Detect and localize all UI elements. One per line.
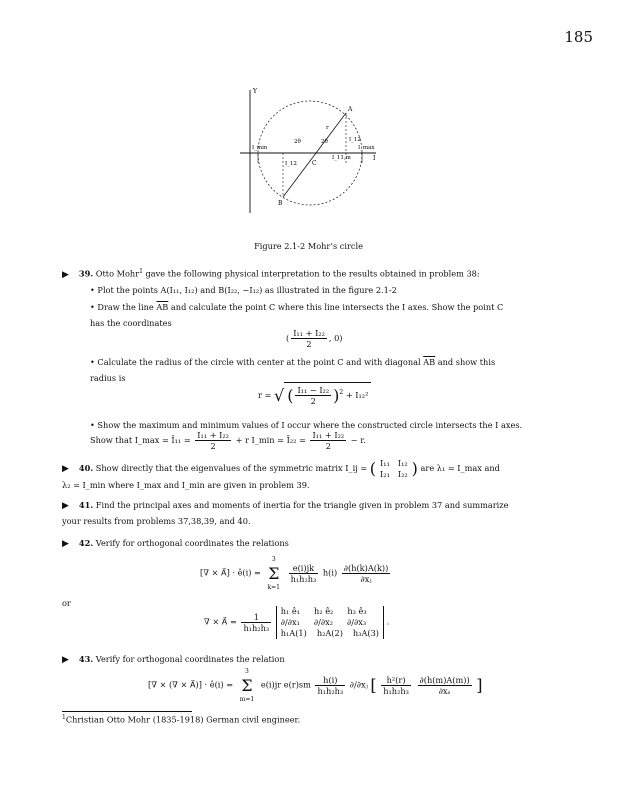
bullet-radius: • Calculate the radius of the circle with center at the point C and with diagonal $\overline{AB}$ and show this (90, 357, 496, 367)
intro-rest: gave the following physical interpretation to the results obtained in problem 38: (142, 268, 480, 279)
triangle-marker-icon: ▶ (62, 464, 69, 475)
point-b-label: B (278, 200, 283, 207)
footnote: $^1$Christian Otto Mohr (1835-1918) German civil engineer. (62, 714, 301, 725)
double-curl-equation: [∇ × (∇ × A⃗)] · ê(i) = 3 Σ m=1 e(i)jr e(r)sm $\frac{h(i)}{\text{h₁h₂h₃}}$ ∂/∂xⱼ [ $\frac{\text{h²(r)}}{\text{h₁h₂h₃}}$ $\frac{\partial(h(m)A(m))}{\text{∂xₛ}}$ ] (148, 668, 483, 703)
i12-top-label: I_12 (349, 137, 361, 143)
triangle-marker-icon: ▶ (62, 655, 69, 665)
i-axis-label: I (373, 155, 376, 162)
i12-bottom-label: I_12 (285, 161, 297, 167)
max-min-equation: Show that I_max = Ī₁₁ = $\frac{\text{I₁₁ + I₂₂}}{2}$ + r I_min = Ī₂₂ = $\frac{\text{I₁₁ + I₂₂}}{2}$ − r. (90, 430, 366, 452)
r-label: r (326, 125, 329, 131)
page-number: 185 (564, 28, 593, 46)
triangle-marker-icon: ▶ (62, 539, 69, 549)
curl-component-equation: [∇ × A⃗] · ê(i) = 3 Σ k=1 $\frac{e(i)jk}{\text{h₁h₂h₃}}$ h(i) $\frac{\partial(h(k)A(k))}{\text{∂xⱼ}}$ (200, 556, 389, 591)
intro-text: Otto Mohr (95, 268, 140, 279)
bullet-plot-points: • Plot the points A(I₁₁, I₁₂) and B(I₂₂, −I₁₂) as illustrated in the figure 2.1-2 (90, 285, 397, 295)
problem-40-line2: λ₂ = I_min where I_max and I_min are given in problem 39. (62, 480, 310, 490)
problem-39-intro (62, 268, 480, 281)
two-theta-right: 2θ (321, 139, 328, 145)
triangle-marker-icon: ▶ (62, 501, 69, 511)
radius-equation: r = √ ( $\frac{\text{I₁₁ − I₂₂}}{2}$ )$^2$ + I₁₂² (258, 382, 371, 407)
imax-label: I_max (358, 145, 375, 151)
i11m-label: I_11,m (332, 155, 351, 161)
imin-label: I_min (252, 145, 268, 151)
mohr-circle-diagram (228, 85, 398, 215)
curl-determinant-equation: ∇ × A⃗ = $\frac{1}{\text{h₁h₂h₃}}$ h₁ ê₁ h₂ ê₂ h₃ ê₃ ∂/∂x₁ ∂/∂x₂ ∂/∂x₃ h₁A(1) h₂A(2) h₃A(3) . (204, 606, 390, 639)
point-a-label: A (348, 106, 353, 113)
footnote-rule (62, 711, 192, 712)
sqrt-symbol: √ (274, 385, 285, 405)
point-c-label: C (312, 160, 317, 167)
bullet-radius-cont: radius is (90, 373, 126, 383)
problem-40: ▶ 40. Show directly that the eigenvalues of the symmetric matrix I_ij = ( I₁₁ I₂₁ I₁₂ I₂₂ ) are λ₁ = I_max and (62, 458, 500, 480)
triangle-marker-icon: ▶ (62, 269, 69, 280)
figure-caption: Figure 2.1-2 Mohr’s circle (254, 241, 363, 251)
mohr-circle-figure (228, 85, 398, 215)
footnote-mark: 1 (139, 268, 143, 275)
problem-42: ▶ 42. Verify for orthogonal coordinates the relations (62, 538, 289, 549)
problem-41-line2: your results from problems 37,38,39, and 40. (62, 516, 251, 526)
problem-41: ▶ 41. Find the principal axes and moments of inertia for the triangle given in problem 37 and summarize (62, 500, 509, 511)
bullet-max-min: • Show the maximum and minimum values of I occur where the constructed circle intersects the I axes. (90, 420, 523, 430)
y-axis-label: Y (253, 88, 257, 95)
bullet-draw-line-cont: has the coordinates (90, 318, 172, 328)
two-theta-left: 2θ (294, 139, 301, 145)
or-text: or (62, 598, 71, 608)
problem-43: ▶ 43. Verify for orthogonal coordinates the relation (62, 654, 285, 665)
determinant: h₁ ê₁ h₂ ê₂ h₃ ê₃ ∂/∂x₁ ∂/∂x₂ ∂/∂x₃ h₁A(1) h₂A(2) h₃A(3) (276, 606, 384, 639)
problem-number: 39. (78, 268, 94, 279)
point-c-coordinates: ( $\frac{\text{I₁₁ + I₂₂}}{2}$ , 0) (286, 328, 343, 350)
bullet-draw-line: • Draw the line $\overline{AB}$ and calculate the point C where this line intersects the I axes. Show the point C (90, 302, 504, 312)
